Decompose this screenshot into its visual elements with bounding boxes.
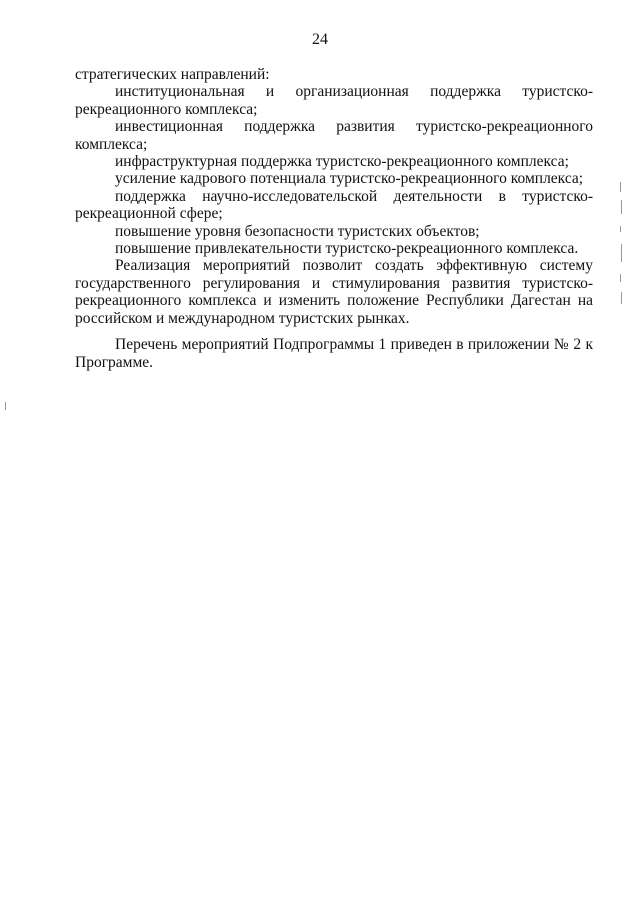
text-line: инфраструктурная поддержка туристско-рекреационного комплекса; [115,153,569,171]
text-line: стратегических направлений: [75,66,270,83]
text-line: Перечень мероприятий Подпрограммы 1 приведен в приложении № 2 к [115,336,593,354]
text-line: повышение уровня безопасности туристских объектов; [115,222,480,240]
text-line: государственного регулирования и стимулирования развития туристско- [75,274,593,292]
scan-mark [5,402,6,410]
text-line: рекреационного комплекса; [75,100,258,118]
paragraph-gap [75,327,593,336]
text-line: инвестиционная поддержка развития туристско-рекреационного [115,118,593,136]
scan-mark [620,182,621,192]
text-line: Программе. [75,353,154,371]
body-text [75,66,593,371]
page-number: 24 [312,31,328,48]
text-line: рекреационного комплекса и изменить положение Республики Дагестан на [75,292,593,310]
text-line: российском и международном туристских рынках. [75,309,410,327]
text-line: рекреационной сфере; [75,205,223,223]
text-line: комплекса; [75,135,148,153]
text-line: Реализация мероприятий позволит создать эффективную систему [115,257,593,275]
scan-mark [621,200,622,214]
text-line: усиление кадрового потенциала туристско-рекреационного комплекса; [115,170,584,188]
text-line: поддержка научно-исследовательской деятельности в туристско- [115,187,593,205]
scan-mark [620,274,621,282]
scan-mark [621,244,622,262]
scan-mark [621,292,622,304]
text-line: институциональная и организационная поддержка туристско- [115,83,593,101]
text-line: повышение привлекательности туристско-рекреационного комплекса. [115,240,579,258]
scan-mark [620,226,621,232]
